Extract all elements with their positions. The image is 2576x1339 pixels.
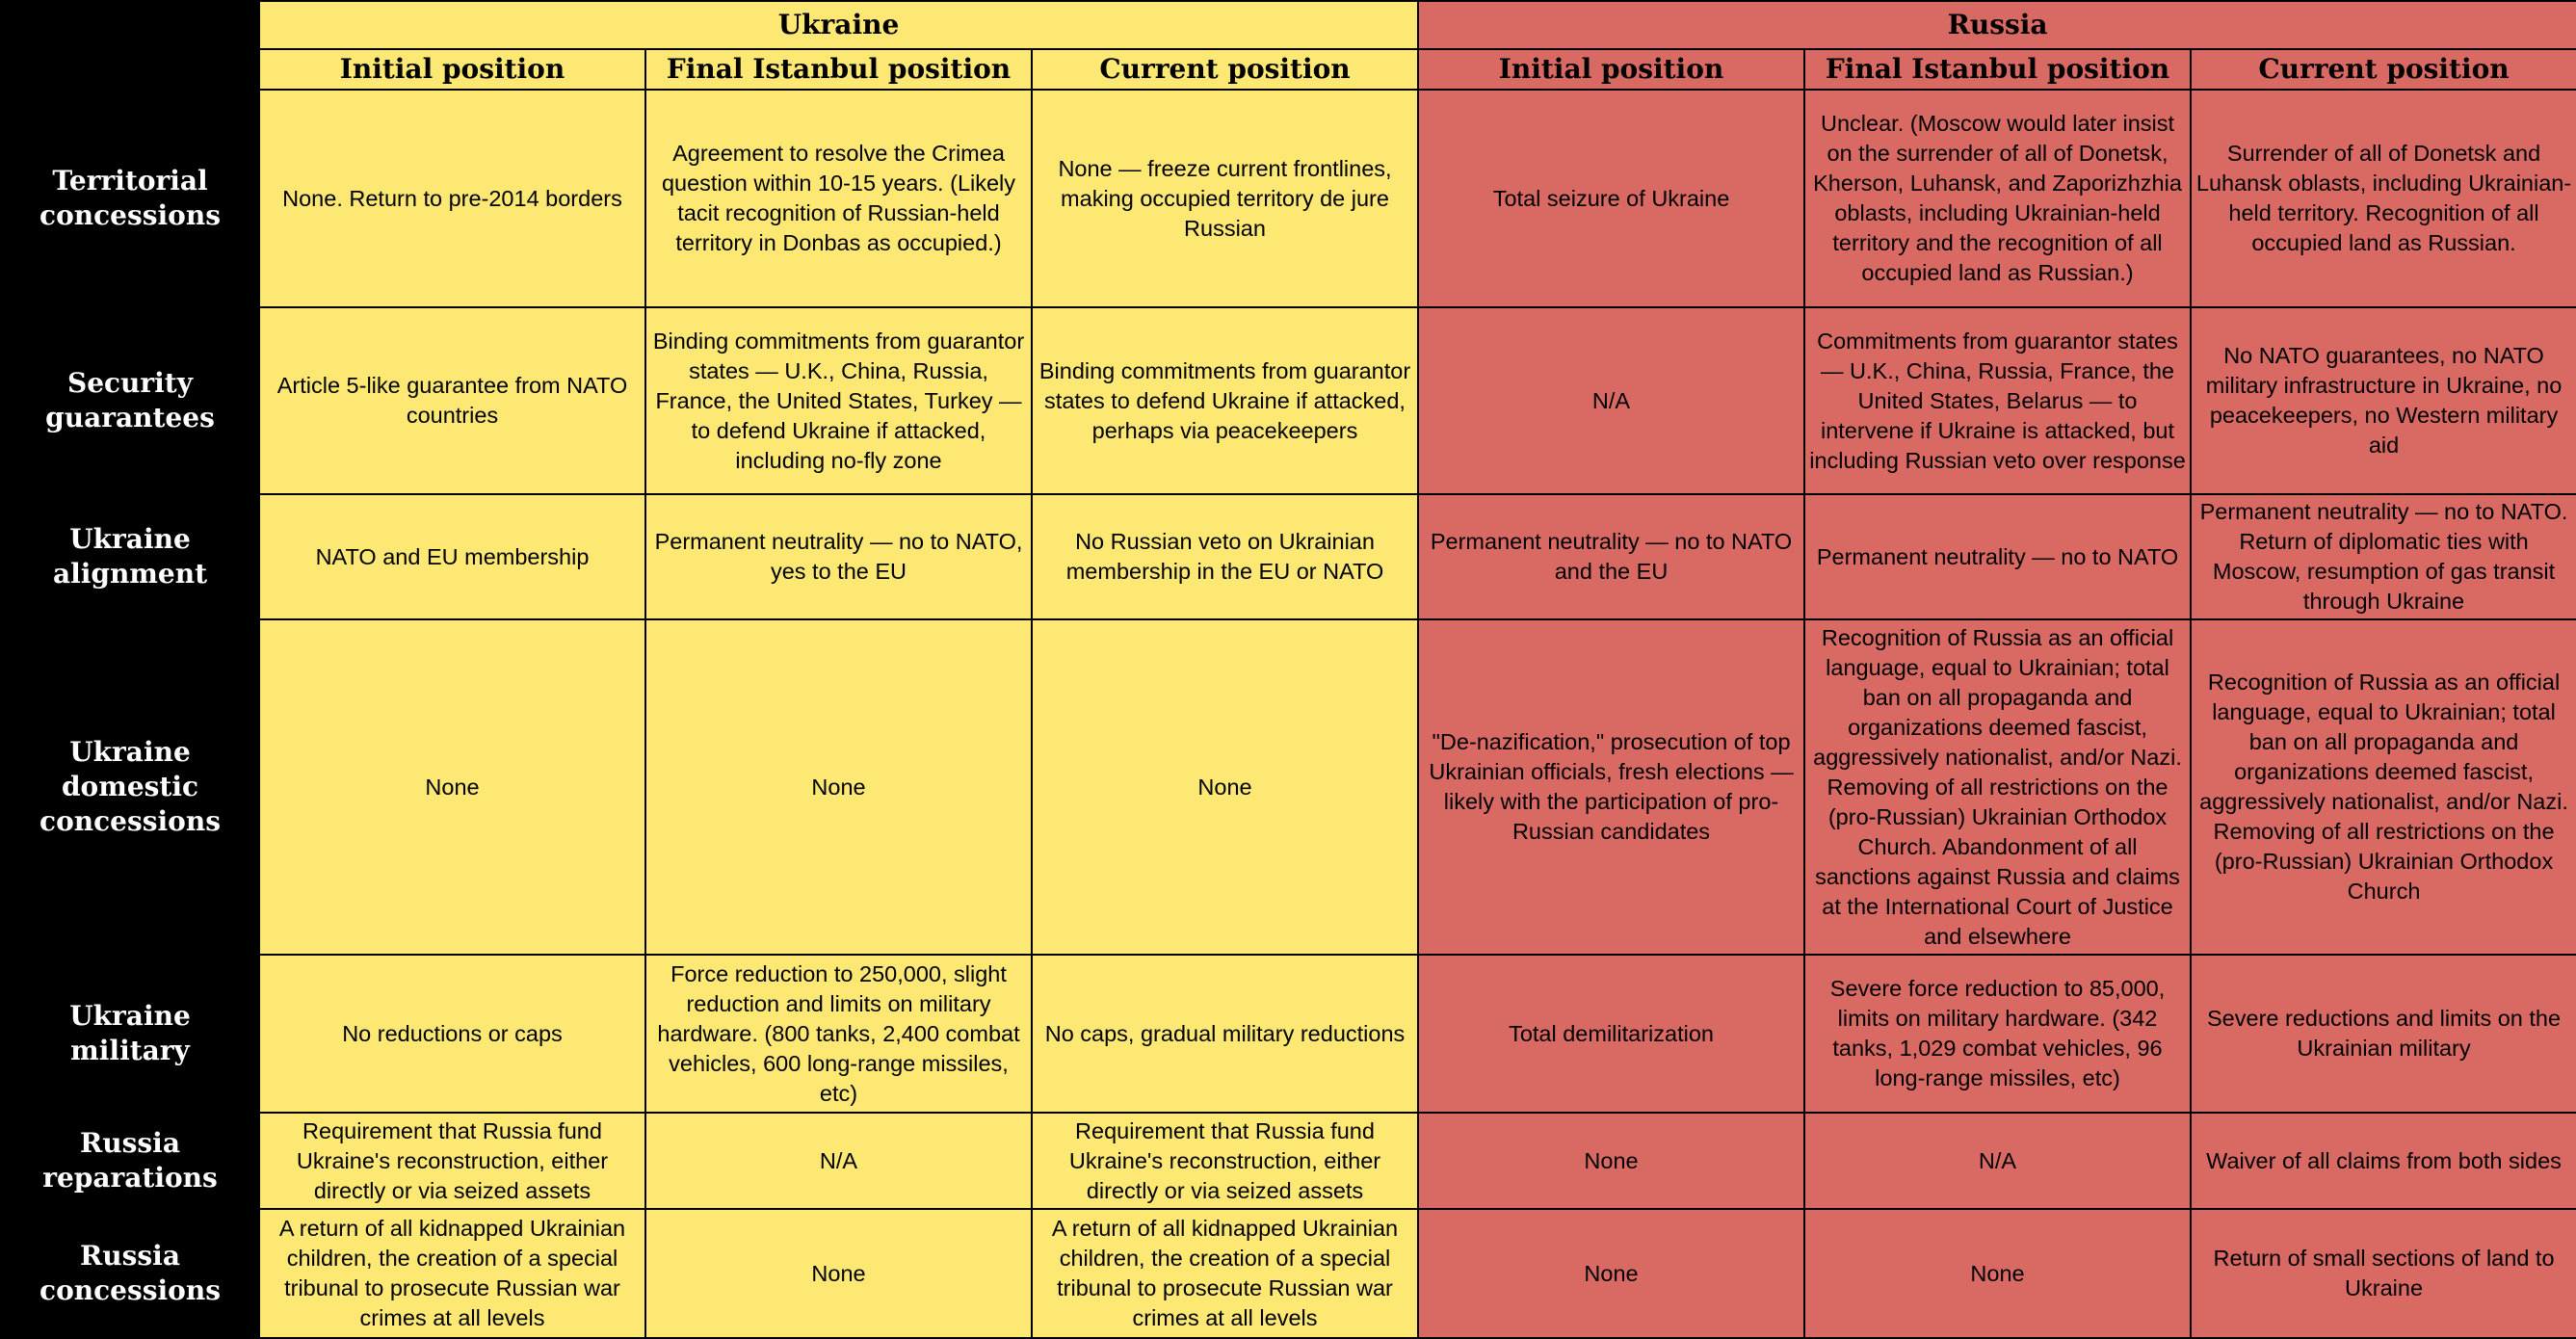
row-label-russia-concessions: Russia concessions	[1, 1209, 259, 1338]
table-cell: Total demilitarization	[1418, 955, 1804, 1113]
table-cell: Permanent neutrality — no to NATO, yes to the EU	[645, 494, 1032, 619]
table-cell: Recognition of Russia as an official language, equal to Ukrainian; total ban on all propaganda and organizations deemed fascist, aggressively nationalist, and/or Nazi. Removing of all restrictions on the (pro-Russian) Ukrainian Orthodox Church. Abandonment of all sanctions against Russia and claims at the International Court of Justice and elsewhere	[1804, 619, 2191, 955]
corner-cell	[1, 1, 259, 90]
table-cell: No reductions or caps	[259, 955, 645, 1113]
col-header-ukraine-current: Current position	[1032, 49, 1418, 90]
table-cell: None	[1032, 619, 1418, 955]
group-header-russia: Russia	[1418, 1, 2576, 49]
table-cell: No Russian veto on Ukrainian membership in the EU or NATO	[1032, 494, 1418, 619]
table-cell: Return of small sections of land to Ukraine	[2191, 1209, 2576, 1338]
row-label-ukraine-military: Ukraine military	[1, 955, 259, 1113]
table-cell: None	[645, 619, 1032, 955]
table-row	[1, 90, 2576, 307]
table-cell: None	[645, 1209, 1032, 1338]
table-cell: None. Return to pre-2014 borders	[259, 90, 645, 307]
table-cell: N/A	[1804, 1113, 2191, 1209]
table-cell: No caps, gradual military reductions	[1032, 955, 1418, 1113]
table-cell: Permanent neutrality — no to NATO. Return of diplomatic ties with Moscow, resumption of gas transit through Ukraine	[2191, 494, 2576, 619]
table-row	[1, 955, 2576, 1113]
table-row	[1, 307, 2576, 494]
table-cell: N/A	[645, 1113, 1032, 1209]
table-cell: Recognition of Russia as an official language, equal to Ukrainian; total ban on all propaganda and organizations deemed fascist, aggressively nationalist, and/or Nazi. Removing of all restrictions on the (pro-Russian) Ukrainian Orthodox Church	[2191, 619, 2576, 955]
table-cell: Severe force reduction to 85,000, limits on military hardware. (342 tanks, 1,029 combat vehicles, 96 long-range missiles, etc)	[1804, 955, 2191, 1113]
row-label-russia-reparations: Russia reparations	[1, 1113, 259, 1209]
table-cell: Force reduction to 250,000, slight reduction and limits on military hardware. (800 tanks, 2,400 combat vehicles, 600 long-range missiles, etc)	[645, 955, 1032, 1113]
col-header-ukraine-istanbul: Final Istanbul position	[645, 49, 1032, 90]
table-cell: Commitments from guarantor states — U.K., China, Russia, France, the United States, Belarus — to intervene if Ukraine is attacked, but including Russian veto over response	[1804, 307, 2191, 494]
row-label-territorial-concessions: Territorial concessions	[1, 90, 259, 307]
table-cell: None	[259, 619, 645, 955]
col-header-russia-current: Current position	[2191, 49, 2576, 90]
table-cell: Binding commitments from guarantor states — U.K., China, Russia, France, the United States, Turkey — to defend Ukraine if attacked, including no-fly zone	[645, 307, 1032, 494]
table-row	[1, 619, 2576, 955]
table-cell: Article 5-like guarantee from NATO countries	[259, 307, 645, 494]
col-header-russia-istanbul: Final Istanbul position	[1804, 49, 2191, 90]
table-cell: Requirement that Russia fund Ukraine's reconstruction, either directly or via seized assets	[1032, 1113, 1418, 1209]
table-row	[1, 1209, 2576, 1338]
col-header-russia-initial: Initial position	[1418, 49, 1804, 90]
group-header-ukraine: Ukraine	[259, 1, 1418, 49]
table-cell: Total seizure of Ukraine	[1418, 90, 1804, 307]
table-cell: "De-nazification," prosecution of top Ukrainian officials, fresh elections — likely with the participation of pro-Russian candidates	[1418, 619, 1804, 955]
table-row	[1, 1113, 2576, 1209]
row-label-security-guarantees: Security guarantees	[1, 307, 259, 494]
table-cell: None — freeze current frontlines, making occupied territory de jure Russian	[1032, 90, 1418, 307]
table-cell: A return of all kidnapped Ukrainian children, the creation of a special tribunal to prosecute Russian war crimes at all levels	[1032, 1209, 1418, 1338]
table-cell: Unclear. (Moscow would later insist on the surrender of all of Donetsk, Kherson, Luhansk, and Zaporizhzhia oblasts, including Ukrainian-held territory and the recognition of all occupied land as Russian.)	[1804, 90, 2191, 307]
table-cell: N/A	[1418, 307, 1804, 494]
table-cell: Requirement that Russia fund Ukraine's reconstruction, either directly or via seized assets	[259, 1113, 645, 1209]
table-cell: None	[1418, 1209, 1804, 1338]
col-header-ukraine-initial: Initial position	[259, 49, 645, 90]
table-row	[1, 494, 2576, 619]
table-cell: NATO and EU membership	[259, 494, 645, 619]
row-label-ukraine-domestic-concessions: Ukraine domestic concessions	[1, 619, 259, 955]
group-header-row	[1, 1, 2576, 49]
table-cell: Agreement to resolve the Crimea question within 10-15 years. (Likely tacit recognition of Russian-held territory in Donbas as occupied.)	[645, 90, 1032, 307]
table-cell: No NATO guarantees, no NATO military infrastructure in Ukraine, no peacekeepers, no Western military aid	[2191, 307, 2576, 494]
table-cell: None	[1418, 1113, 1804, 1209]
table-cell: Permanent neutrality — no to NATO and the EU	[1418, 494, 1804, 619]
table-cell: Binding commitments from guarantor states to defend Ukraine if attacked, perhaps via peacekeepers	[1032, 307, 1418, 494]
table-cell: None	[1804, 1209, 2191, 1338]
column-header-row	[1, 49, 2576, 90]
table-cell: Surrender of all of Donetsk and Luhansk oblasts, including Ukrainian-held territory. Recognition of all occupied land as Russian.	[2191, 90, 2576, 307]
table-cell: Severe reductions and limits on the Ukrainian military	[2191, 955, 2576, 1113]
row-label-ukraine-alignment: Ukraine alignment	[1, 494, 259, 619]
table-cell: Waiver of all claims from both sides	[2191, 1113, 2576, 1209]
table-cell: Permanent neutrality — no to NATO	[1804, 494, 2191, 619]
table-cell: A return of all kidnapped Ukrainian children, the creation of a special tribunal to prosecute Russian war crimes at all levels	[259, 1209, 645, 1338]
